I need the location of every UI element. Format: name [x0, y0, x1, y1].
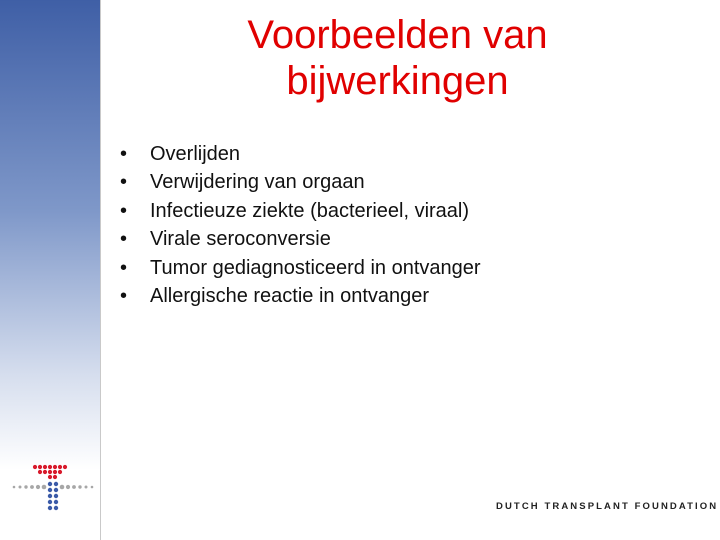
bullet-text: Allergische reactie in ontvanger	[150, 285, 430, 308]
logo-dot	[58, 470, 62, 474]
logo-dot	[48, 465, 52, 469]
logo-dot	[30, 485, 34, 489]
logo-dot	[13, 486, 16, 489]
logo-dot	[53, 475, 57, 479]
logo-dot	[78, 485, 81, 488]
side-gradient-bar	[0, 0, 100, 470]
slide-title	[160, 12, 635, 104]
bullet-dot: •	[120, 143, 128, 165]
bullet-item	[120, 225, 481, 253]
logo-dot	[91, 486, 94, 489]
dutch-transplant-logo-icon	[8, 462, 98, 517]
bullet-text: Overlijden	[150, 143, 241, 165]
logo-dot	[53, 470, 57, 474]
logo-dot	[43, 470, 47, 474]
bullet-dot: •	[120, 199, 128, 222]
bullet-item	[120, 168, 481, 196]
logo-dot	[54, 500, 58, 504]
logo-dot	[66, 485, 70, 489]
logo-dot	[54, 488, 58, 492]
logo-dot	[48, 482, 52, 486]
logo-dot	[36, 485, 40, 489]
logo-dot	[54, 494, 58, 498]
logo-dot	[24, 485, 27, 488]
logo-dot	[48, 475, 52, 479]
side-divider	[100, 0, 101, 540]
logo-dot	[48, 488, 52, 492]
slide-title-line-2: bijwerkingen	[286, 59, 509, 103]
bullet-dot: •	[120, 228, 128, 251]
logo-dot	[48, 470, 52, 474]
logo-dot	[72, 485, 76, 489]
logo-dot	[38, 470, 42, 474]
logo-dot	[42, 485, 47, 490]
logo-dot	[48, 494, 52, 498]
bullet-item	[120, 140, 481, 168]
logo-dot	[58, 465, 62, 469]
logo-dot	[38, 465, 42, 469]
bullet-item	[120, 282, 481, 310]
slide-title-line-1: Voorbeelden van	[247, 13, 548, 57]
bullet-dot: •	[120, 285, 128, 308]
bullet-dot: •	[120, 256, 128, 279]
logo-dot	[53, 465, 57, 469]
logo-dot	[48, 506, 52, 510]
bullet-dot: •	[120, 171, 128, 194]
bullet-item	[120, 254, 481, 282]
logo-dot	[85, 486, 88, 489]
logo-dot	[54, 482, 58, 486]
bullet-list	[120, 140, 481, 310]
logo-dot	[60, 485, 65, 490]
logo-dot	[48, 500, 52, 504]
logo-dot	[33, 465, 37, 469]
logo-dot	[63, 465, 67, 469]
bullet-text: Infectieuze ziekte (bacterieel, viraal)	[150, 199, 470, 222]
organization-name: DUTCH TRANSPLANT FOUNDATION	[496, 501, 719, 512]
logo-dot	[19, 486, 22, 489]
bullet-item	[120, 197, 481, 225]
logo-dot	[54, 506, 58, 510]
bullet-text: Tumor gediagnosticeerd in ontvanger	[150, 256, 481, 279]
bullet-text: Verwijdering van orgaan	[150, 171, 365, 194]
logo-dot	[43, 465, 47, 469]
bullet-text: Virale seroconversie	[150, 228, 331, 251]
